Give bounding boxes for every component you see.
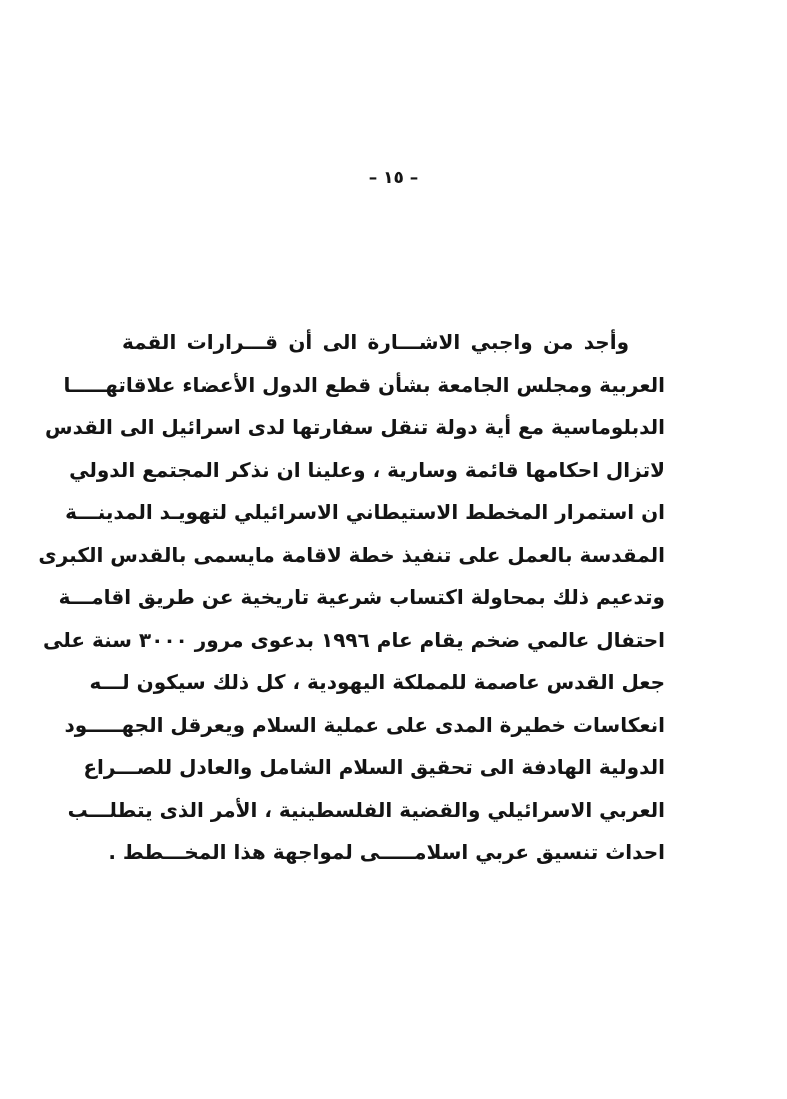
text-line: المقدسة بالعمل على تنفيذ خطة لاقامة مايسمى بالقدس الكبرى (38, 542, 665, 567)
text-line: احتفال عالمي ضخم يقام عام ١٩٩٦ بدعوى مرور ٣٠٠٠ سنة على (42, 627, 665, 652)
text-line: انعكاسات خطيرة المدى على عملية السلام ويعرقل الجهـــــود (64, 712, 665, 737)
text-line: جعل القدس عاصمة للمملكة اليهودية ، كل ذلك سيكون لـــه (89, 670, 665, 694)
text-line: الدولية الهادفة الى تحقيق السلام الشامل والعادل للصـــراع (83, 755, 665, 779)
text-line: ان استمرار المخطط الاستيطاني الاسرائيلي لتهويـد المدينـــة (65, 500, 665, 524)
paragraph (38, 321, 665, 874)
text-line: الدبلوماسية مع أية دولة تنقل سفارتها لدى اسرائيل الى القدس (45, 415, 665, 439)
text-line: وتدعيم ذلك بمحاولة اكتساب شرعية تاريخية عن طريق اقامـــة (58, 585, 665, 609)
text-line: العربي الاسرائيلي والقضية الفلسطينية ، الأمر الذى يتطلـــب (67, 797, 665, 822)
text-line: وأجد من واجبي الاشـــارة الى أن قـــرارات القمة (122, 330, 629, 354)
text-line: احداث تنسيق عربي اسلامـــــى لمواجهة هذا المخـــطط . (108, 840, 665, 864)
text-line: لاتزال احكامها قائمة وسارية ، وعلينا ان نذكر المجتمع الدولي (69, 457, 665, 482)
text-line: العربية ومجلس الجامعة بشأن قطع الدول الأعضاء علاقاتهـــــا (63, 372, 665, 397)
page-number: – ١٥ – (368, 168, 419, 188)
